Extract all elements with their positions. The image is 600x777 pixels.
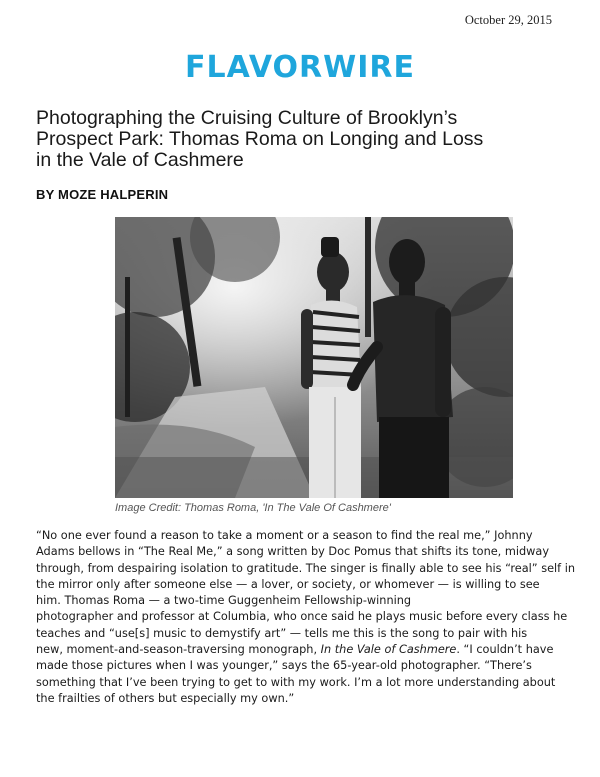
article-byline[interactable]: BY MOZE HALPERIN xyxy=(36,187,169,202)
title-line: in the Vale of Cashmere xyxy=(36,149,244,171)
body-line: “No one ever found a reason to take a moment or a season to find the real me,” Johnny xyxy=(36,529,533,542)
body-line: through, from despairing isolation to gratitude. The singer is finally able to see his “real” self in xyxy=(36,561,576,575)
body-line: made those pictures when I was younger,” says the 65-year-old photographer. “There’s xyxy=(36,659,532,673)
body-line: the mirror only after someone else — a lover, or society, or whomever — is willing to see xyxy=(36,577,540,591)
body-line: teaches and “use[s] music to demystify art” — tells me this is the song to pair with his xyxy=(36,626,528,640)
title-line: Prospect Park: Thomas Roma on Longing and Loss xyxy=(36,128,484,150)
body-line: Adams bellows in “The Real Me,” a song written by Doc Pomus that shifts its tone, midway xyxy=(36,545,550,559)
article-title xyxy=(36,108,576,171)
article-body xyxy=(36,528,576,707)
photo-illustration xyxy=(115,217,513,498)
book-title-link[interactable]: In the Vale of Cashmere xyxy=(320,643,457,657)
body-line: something that I’ve been trying to get to with my work. I’m a lot more understanding about xyxy=(36,675,556,689)
article-photo xyxy=(115,217,513,498)
body-text-segment: new, moment-and-season-traversing monograph, xyxy=(36,643,321,657)
body-text-segment: . “I couldn’t have xyxy=(456,643,554,657)
body-line: him. Thomas Roma — a two-time Guggenheim Fellowship-winning xyxy=(36,594,412,608)
article-date: October 29, 2015 xyxy=(464,13,552,27)
body-line: the frailties of others but especially my own.” xyxy=(36,691,295,705)
image-caption: Image Credit: Thomas Roma, 'In The Vale Of Cashmere' xyxy=(115,502,391,514)
flavorwire-logo[interactable]: FLAVORWIRE xyxy=(185,50,415,85)
body-line xyxy=(36,642,570,658)
title-line: Photographing the Cruising Culture of Brooklyn’s xyxy=(36,107,458,129)
body-line: photographer and professor at Columbia, who once said he plays music before every class he xyxy=(36,610,568,624)
